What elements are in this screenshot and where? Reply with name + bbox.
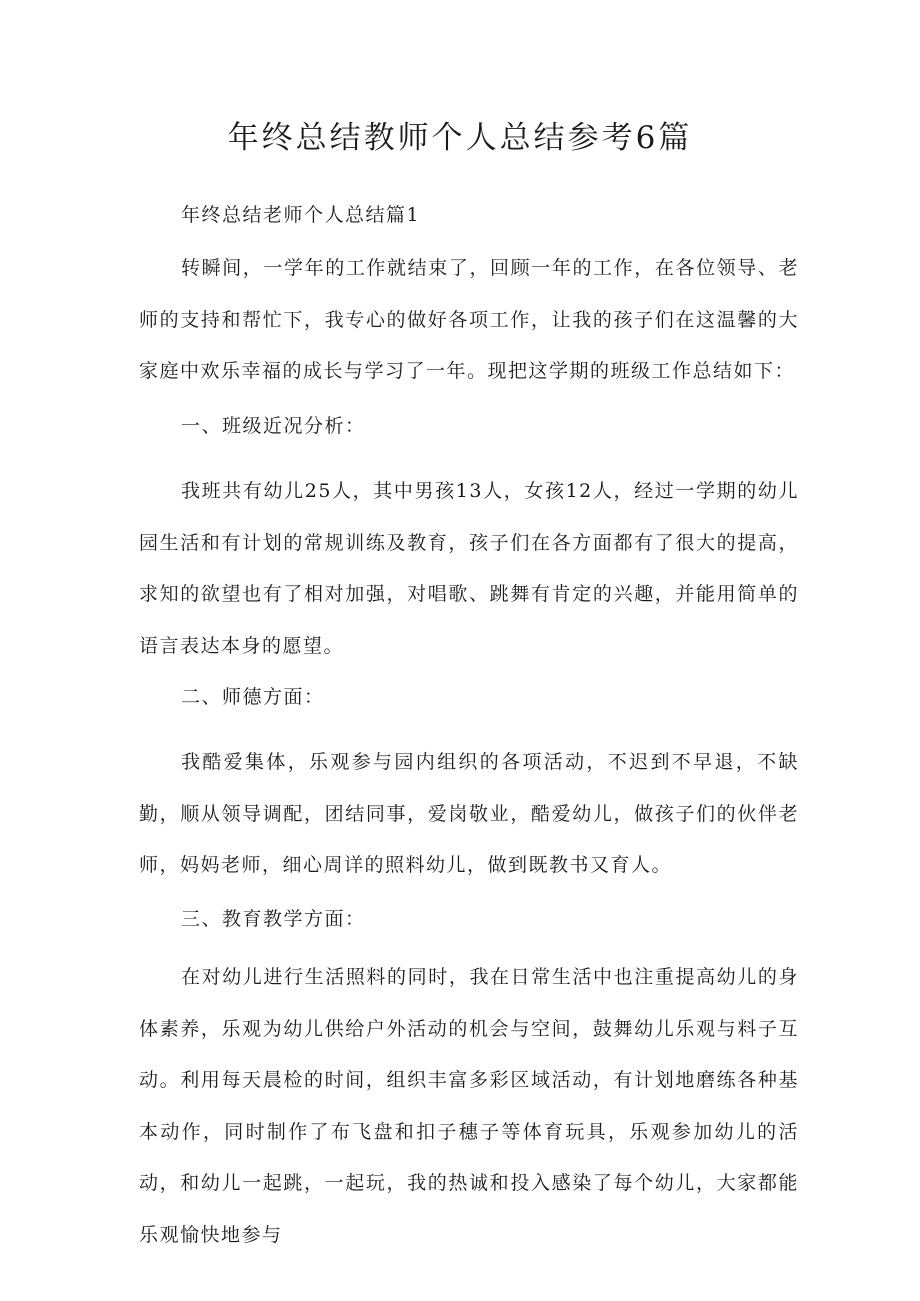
- intro-paragraph: 转瞬间，一学年的工作就结束了，回顾一年的工作，在各位领导、老师的支持和帮忙下，我专心的做好各项工作，让我的孩子们在这温馨的大家庭中欢乐幸福的成长与学习了一年。现把这学期的班级工作总结如下：: [139, 257, 799, 382]
- heading-class-analysis: 一、班级近况分析：: [181, 415, 366, 437]
- section-title: 年终总结老师个人总结篇1: [181, 204, 421, 226]
- heading-teacher-ethics: 二、师德方面：: [181, 686, 325, 708]
- paragraph-teacher-ethics: 我酷爱集体，乐观参与园内组织的各项活动，不迟到不早退，不缺勤，顺从领导调配，团结同事，爱岗敬业，酷爱幼儿，做孩子们的伙伴老师，妈妈老师，细心周详的照料幼儿，做到既教书又育人。: [139, 751, 799, 876]
- paragraph-class-analysis: 我班共有幼儿25人，其中男孩13人，女孩12人，经过一学期的幼儿园生活和有计划的常规训练及教育，孩子们在各方面都有了很大的提高，求知的欲望也有了相对加强，对唱歌、跳舞有肯定的兴趣，并能用简单的语言表达本身的愿望。: [139, 480, 799, 657]
- document-title: 年终总结教师个人总结参考6篇: [227, 120, 693, 156]
- paragraph-teaching: 在对幼儿进行生活照料的同时，我在日常生活中也注重提高幼儿的身体素养，乐观为幼儿供给户外活动的机会与空间，鼓舞幼儿乐观与料子互动。利用每天晨检的时间，组织丰富多彩区域活动，有计划地磨练各种基本动作，同时制作了布飞盘和扣子穗子等体育玩具，乐观参加幼儿的活动，和幼儿一起跳，一起玩，我的热诚和投入感染了每个幼儿，大家都能乐观愉快地参与: [139, 966, 799, 1246]
- heading-teaching: 三、教育教学方面：: [181, 908, 366, 930]
